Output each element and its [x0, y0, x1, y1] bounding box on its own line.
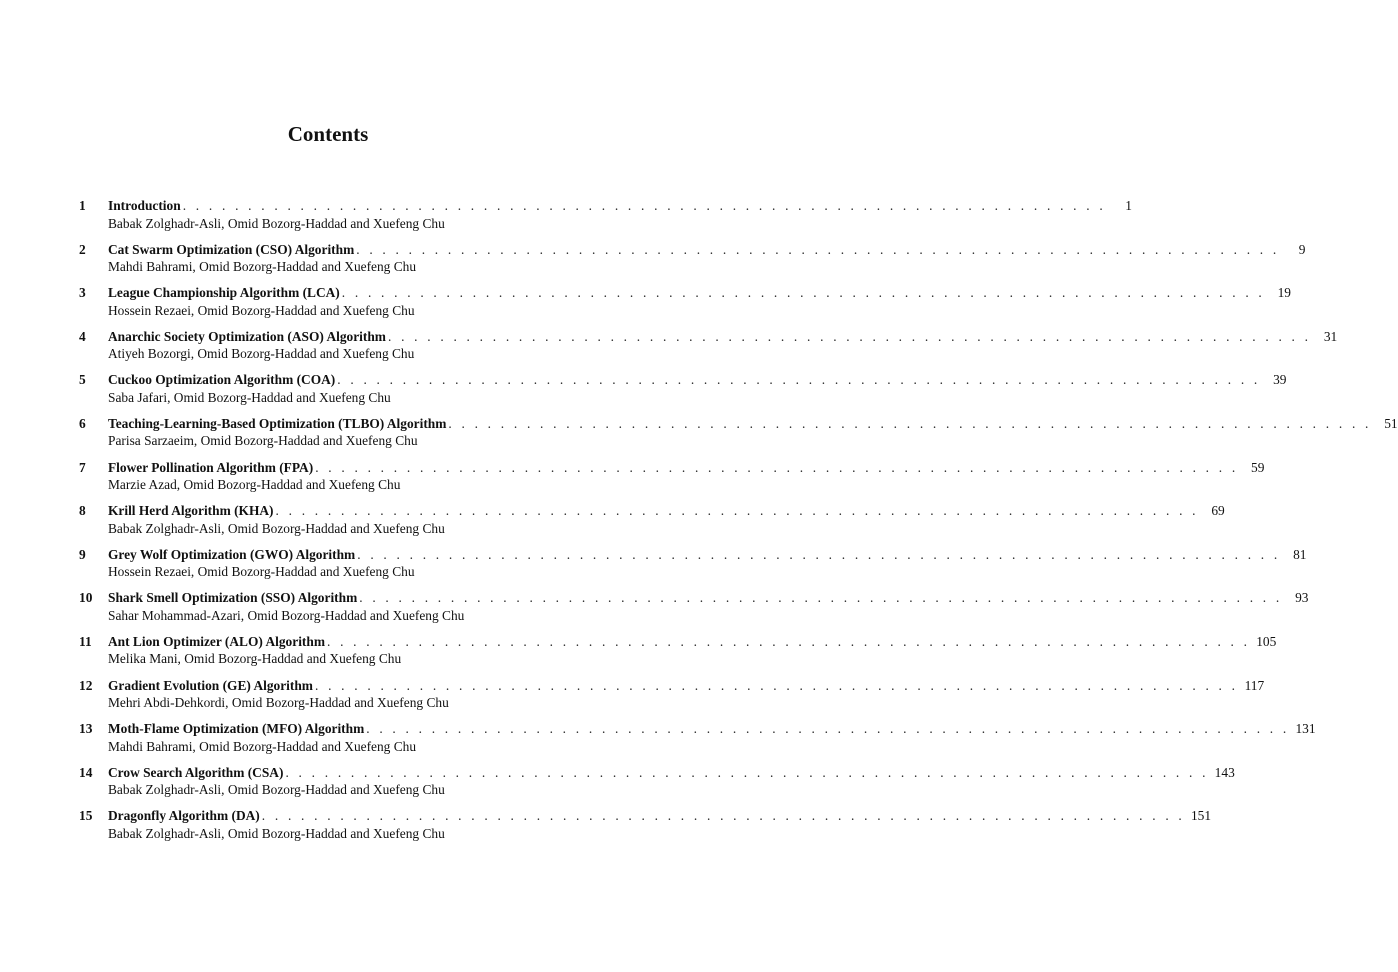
chapter-authors: Melika Mani, Omid Bozorg-Haddad and Xuefeng Chu: [108, 651, 402, 667]
toc-entry-line: [79, 371, 1287, 389]
chapter-title[interactable]: Crow Search Algorithm (CSA): [108, 764, 284, 780]
chapter-number: 13: [79, 721, 93, 737]
chapter-number: 1: [79, 198, 86, 213]
page-number[interactable]: 93: [1295, 590, 1309, 606]
chapter-authors: Sahar Mohammad-Azari, Omid Bozorg-Haddad and Xuefeng Chu: [108, 607, 465, 623]
chapter-title[interactable]: League Championship Algorithm (LCA): [108, 285, 340, 301]
toc-entry-14[interactable]: [79, 764, 1235, 808]
chapter-authors: Babak Zolghadr-Asli, Omid Bozorg-Haddad and Xuefeng Chu: [108, 825, 445, 841]
chapter-authors: Mahdi Bahrami, Omid Bozorg-Haddad and Xuefeng Chu: [108, 738, 417, 754]
chapter-authors: Hossein Rezaei, Omid Bozorg-Haddad and Xuefeng Chu: [108, 564, 415, 580]
chapter-title[interactable]: Krill Herd Algorithm (KHA): [108, 503, 274, 519]
toc-entry-11[interactable]: [79, 633, 1277, 677]
toc-entry-7[interactable]: [79, 459, 1265, 503]
toc-entry-line: [79, 284, 1291, 302]
dot-leader: . . . . . . . . . . . . . . . . . . . . . . . . . . . . . . . . . . . . . . . . . . . . . . . . . . . . . . . . . . . . . . . . . . . . . . .: [285, 764, 1209, 780]
chapter-title[interactable]: Anarchic Society Optimization (ASO) Algorithm: [108, 328, 386, 344]
chapter-authors: Parisa Sarzaeim, Omid Bozorg-Haddad and Xuefeng Chu: [108, 433, 418, 449]
chapter-number: 5: [79, 372, 86, 388]
chapter-title[interactable]: Dragonfly Algorithm (DA): [108, 808, 260, 824]
toc-entry-line: [79, 546, 1307, 564]
page-number[interactable]: 69: [1211, 503, 1225, 519]
page-number[interactable]: 51: [1384, 415, 1398, 431]
toc-entry-2[interactable]: [79, 241, 1306, 285]
chapter-title[interactable]: Introduction: [108, 198, 181, 213]
toc-entry-10[interactable]: [79, 589, 1309, 633]
chapter-authors: Mahdi Bahrami, Omid Bozorg-Haddad and Xuefeng Chu: [108, 259, 417, 275]
chapter-title[interactable]: Teaching-Learning-Based Optimization (TLBO) Algorithm: [108, 415, 447, 431]
page-number[interactable]: 31: [1323, 328, 1338, 344]
dot-leader: . . . . . . . . . . . . . . . . . . . . . . . . . . . . . . . . . . . . . . . . . . . . . . . . . . . . . . . . . . . . . . . . . . . . . . .: [356, 241, 1280, 257]
chapter-number: 9: [79, 546, 86, 562]
chapter-number: 8: [79, 503, 86, 519]
toc-entry-line: [79, 720, 1316, 738]
chapter-title[interactable]: Grey Wolf Optimization (GWO) Algorithm: [108, 546, 356, 562]
toc-entry-line: [79, 633, 1277, 651]
dot-leader: . . . . . . . . . . . . . . . . . . . . . . . . . . . . . . . . . . . . . . . . . . . . . . . . . . . . . . . . . . . . . . . . . . . . . . .: [314, 677, 1239, 693]
chapter-number: 4: [79, 328, 86, 344]
dot-leader: . . . . . . . . . . . . . . . . . . . . . . . . . . . . . . . . . . . . . . . . . . . . . . . . . . . . . . . . . . . . . . . . . . . . . . .: [275, 503, 1199, 519]
chapter-title[interactable]: Gradient Evolution (GE) Algorithm: [108, 677, 313, 693]
chapter-number: 12: [79, 677, 93, 693]
toc-entry-15[interactable]: [79, 807, 1212, 851]
table-of-contents: [79, 197, 1398, 851]
chapter-title[interactable]: Moth-Flame Optimization (MFO) Algorithm: [108, 721, 365, 737]
toc-entry-9[interactable]: [79, 546, 1307, 590]
dot-leader: . . . . . . . . . . . . . . . . . . . . . . . . . . . . . . . . . . . . . . . . . . . . . . . . . . . . . . . . . . . . . . . . . . . . . . .: [357, 546, 1281, 562]
chapter-authors: Mehri Abdi-Dehkordi, Omid Bozorg-Haddad and Xuefeng Chu: [108, 695, 449, 711]
dot-leader: . . . . . . . . . . . . . . . . . . . . . . . . . . . . . . . . . . . . . . . . . . . . . . . . . . . . . . . . . . . . . . . . . . . . . . .: [261, 808, 1185, 824]
page-number[interactable]: 19: [1277, 285, 1291, 301]
page-title: Contents: [287, 122, 369, 146]
dot-leader: . . . . . . . . . . . . . . . . . . . . . . . . . . . . . . . . . . . . . . . . . . . . . . . . . . . . . . . . . . . . . . . . . . . . . . .: [448, 415, 1372, 431]
chapter-number: 14: [79, 764, 93, 780]
chapter-title[interactable]: Shark Smell Optimization (SSO) Algorithm: [108, 590, 358, 606]
page-number[interactable]: 81: [1293, 546, 1307, 562]
chapter-title[interactable]: Cuckoo Optimization Algorithm (COA): [108, 372, 336, 388]
chapter-authors: Babak Zolghadr-Asli, Omid Bozorg-Haddad and Xuefeng Chu: [108, 782, 445, 798]
chapter-title[interactable]: Flower Pollination Algorithm (FPA): [108, 459, 314, 475]
toc-entry-line: [79, 197, 1132, 215]
toc-entry-line: [79, 764, 1235, 782]
page-number[interactable]: 39: [1273, 372, 1287, 388]
page-number[interactable]: 151: [1190, 808, 1212, 824]
toc-entry-line: [79, 328, 1338, 346]
dot-leader: . . . . . . . . . . . . . . . . . . . . . . . . . . . . . . . . . . . . . . . . . . . . . . . . . . . . . . . . . . . . . . . . . . . . . . .: [182, 198, 1106, 213]
toc-entry-8[interactable]: [79, 502, 1225, 546]
dot-leader: . . . . . . . . . . . . . . . . . . . . . . . . . . . . . . . . . . . . . . . . . . . . . . . . . . . . . . . . . . . . . . . . . . . . . . .: [315, 459, 1239, 475]
chapter-number: 10: [79, 590, 93, 606]
dot-leader: . . . . . . . . . . . . . . . . . . . . . . . . . . . . . . . . . . . . . . . . . . . . . . . . . . . . . . . . . . . . . . . . . . . . . . .: [337, 372, 1261, 388]
page-number[interactable]: 143: [1214, 764, 1235, 780]
toc-entry-12[interactable]: [79, 677, 1265, 721]
chapter-title[interactable]: Cat Swarm Optimization (CSO) Algorithm: [108, 241, 355, 257]
toc-entry-13[interactable]: [79, 720, 1316, 764]
chapter-authors: Hossein Rezaei, Omid Bozorg-Haddad and Xuefeng Chu: [108, 302, 415, 318]
page-number[interactable]: 131: [1295, 721, 1316, 737]
chapter-number: 11: [79, 633, 92, 649]
toc-entry-line: [79, 677, 1265, 695]
toc-entry-line: [79, 241, 1306, 259]
dot-leader: . . . . . . . . . . . . . . . . . . . . . . . . . . . . . . . . . . . . . . . . . . . . . . . . . . . . . . . . . . . . . . . . . . . . . . .: [366, 721, 1290, 737]
chapter-title[interactable]: Ant Lion Optimizer (ALO) Algorithm: [108, 633, 325, 649]
toc-entry-line: [79, 415, 1398, 433]
chapter-authors: Babak Zolghadr-Asli, Omid Bozorg-Haddad and Xuefeng Chu: [108, 215, 445, 231]
page-number[interactable]: 1: [1125, 198, 1132, 213]
toc-entry-4[interactable]: [79, 328, 1338, 372]
dot-leader: . . . . . . . . . . . . . . . . . . . . . . . . . . . . . . . . . . . . . . . . . . . . . . . . . . . . . . . . . . . . . . . . . . . . . . .: [326, 633, 1251, 649]
chapter-number: 6: [79, 415, 86, 431]
chapter-number: 3: [79, 285, 86, 301]
toc-entry-5[interactable]: [79, 371, 1287, 415]
chapter-number: 7: [79, 459, 86, 475]
page-number[interactable]: 105: [1256, 633, 1277, 649]
toc-entry-6[interactable]: [79, 415, 1398, 459]
dot-leader: . . . . . . . . . . . . . . . . . . . . . . . . . . . . . . . . . . . . . . . . . . . . . . . . . . . . . . . . . . . . . . . . . . . . . . .: [387, 328, 1312, 344]
chapter-authors: Babak Zolghadr-Asli, Omid Bozorg-Haddad and Xuefeng Chu: [108, 520, 445, 536]
chapter-number: 2: [79, 241, 86, 257]
chapter-authors: Atiyeh Bozorgi, Omid Bozorg-Haddad and Xuefeng Chu: [108, 346, 415, 362]
toc-entry-line: [79, 502, 1225, 520]
chapter-authors: Saba Jafari, Omid Bozorg-Haddad and Xuefeng Chu: [108, 389, 391, 405]
toc-entry-line: [79, 459, 1265, 477]
page-number[interactable]: 9: [1298, 241, 1306, 257]
chapter-number: 15: [79, 808, 93, 824]
toc-entry-1[interactable]: [79, 197, 1132, 241]
toc-entry-line: [79, 807, 1212, 825]
page-number[interactable]: 117: [1244, 677, 1265, 693]
page-number[interactable]: 59: [1251, 459, 1265, 475]
toc-entry-3[interactable]: [79, 284, 1291, 328]
dot-leader: . . . . . . . . . . . . . . . . . . . . . . . . . . . . . . . . . . . . . . . . . . . . . . . . . . . . . . . . . . . . . . . . . . . . . . .: [359, 590, 1283, 606]
chapter-authors: Marzie Azad, Omid Bozorg-Haddad and Xuefeng Chu: [108, 477, 401, 493]
toc-entry-line: [79, 589, 1309, 607]
dot-leader: . . . . . . . . . . . . . . . . . . . . . . . . . . . . . . . . . . . . . . . . . . . . . . . . . . . . . . . . . . . . . . . . . . . . . . .: [341, 285, 1265, 301]
